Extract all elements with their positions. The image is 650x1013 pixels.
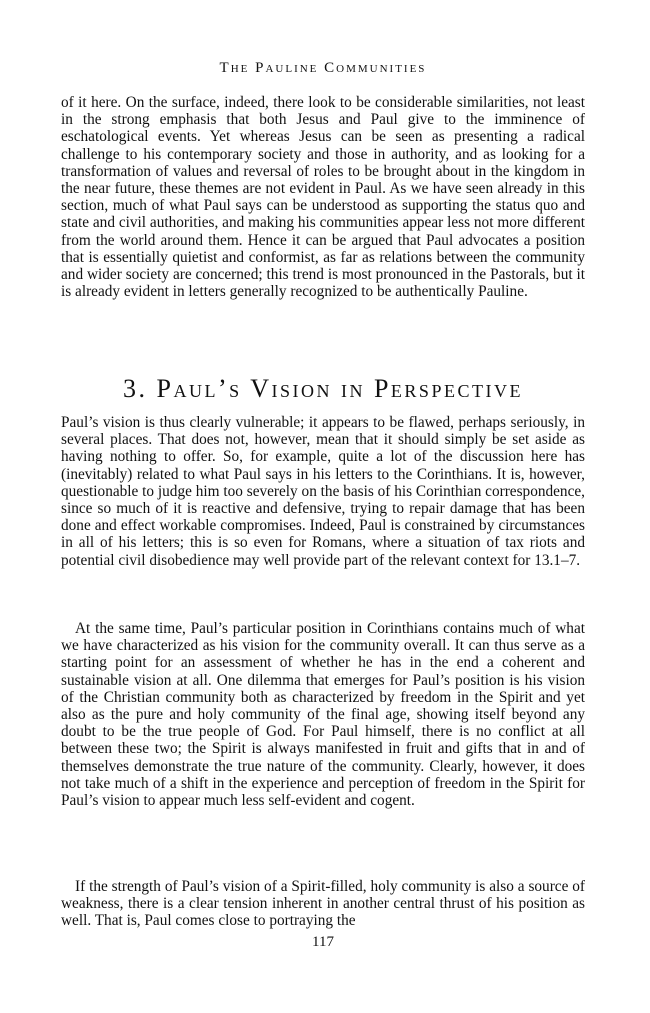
body-paragraph-3: At the same time, Paul’s particular position in Corinthians contains much of what we have characterized as his vision for the community overall. It can thus serve as a starting point for an assessment of whether he has in the end a coherent and sustainable vision at all. One dilemma that emerges for Paul’s position is his vision of the Christian community both as characterized by freedom in the Spirit and yet also as the pure and holy community of the final age, showing itself beyond any doubt to be the true people of God. For Paul himself, there is no conflict at all between these two; the Spirit is always manifested in fruit and gifts that in and of themselves demonstrate the true nature of the community. Clearly, however, it does not take much of a shift in the experience and perception of freedom in the Spirit for Paul’s vision to appear much less self-evident and cogent.	[61, 620, 585, 810]
page-number: 117	[312, 934, 334, 950]
body-paragraph-2: Paul’s vision is thus clearly vulnerable; it appears to be flawed, perhaps seriously, in several places. That does not, however, mean that it should simply be set aside as having nothing to offer. So, for example, quite a lot of the discussion here has (inevitably) related to what Paul says in his letters to the Corinthians. It is, however, questionable to judge him too severely on the basis of his Corinthian correspondence, since so much of it is reactive and defensive, trying to repair damage that has been done and effect workable compromises. Indeed, Paul is constrained by circumstances in all of his letters; this is so even for Romans, where a situation of tax riots and potential civil disobedience may well provide part of the relevant context for 13.1–7.	[61, 414, 585, 569]
body-paragraph-1: of it here. On the surface, indeed, there look to be considerable similarities, not least in the strong emphasis that both Jesus and Paul give to the imminence of eschatological events. Yet whereas Jesus can be seen as presenting a radical challenge to his contemporary society and those in authority, and as looking for a transformation of values and reversal of roles to be brought about in the kingdom in the near future, these themes are not evident in Paul. As we have seen already in this section, much of what Paul says can be understood as supporting the status quo and state and civil authorities, and making his communities appear less not more different from the world around them. Hence it can be argued that Paul advocates a position that is essentially quietist and conformist, as far as relations between the community and wider society are concerned; this trend is most pronounced in the Pastorals, but it is already evident in letters generally recognized to be authentically Pauline.	[61, 94, 585, 301]
body-paragraph-4: If the strength of Paul’s vision of a Spirit-filled, holy community is also a source of weakness, there is a clear tension inherent in another central thrust of his position as well. That is, Paul comes close to portraying the	[61, 878, 585, 930]
section-heading: 3. Paul’s Vision in Perspective	[123, 374, 523, 403]
running-head: The Pauline Communities	[219, 60, 427, 76]
